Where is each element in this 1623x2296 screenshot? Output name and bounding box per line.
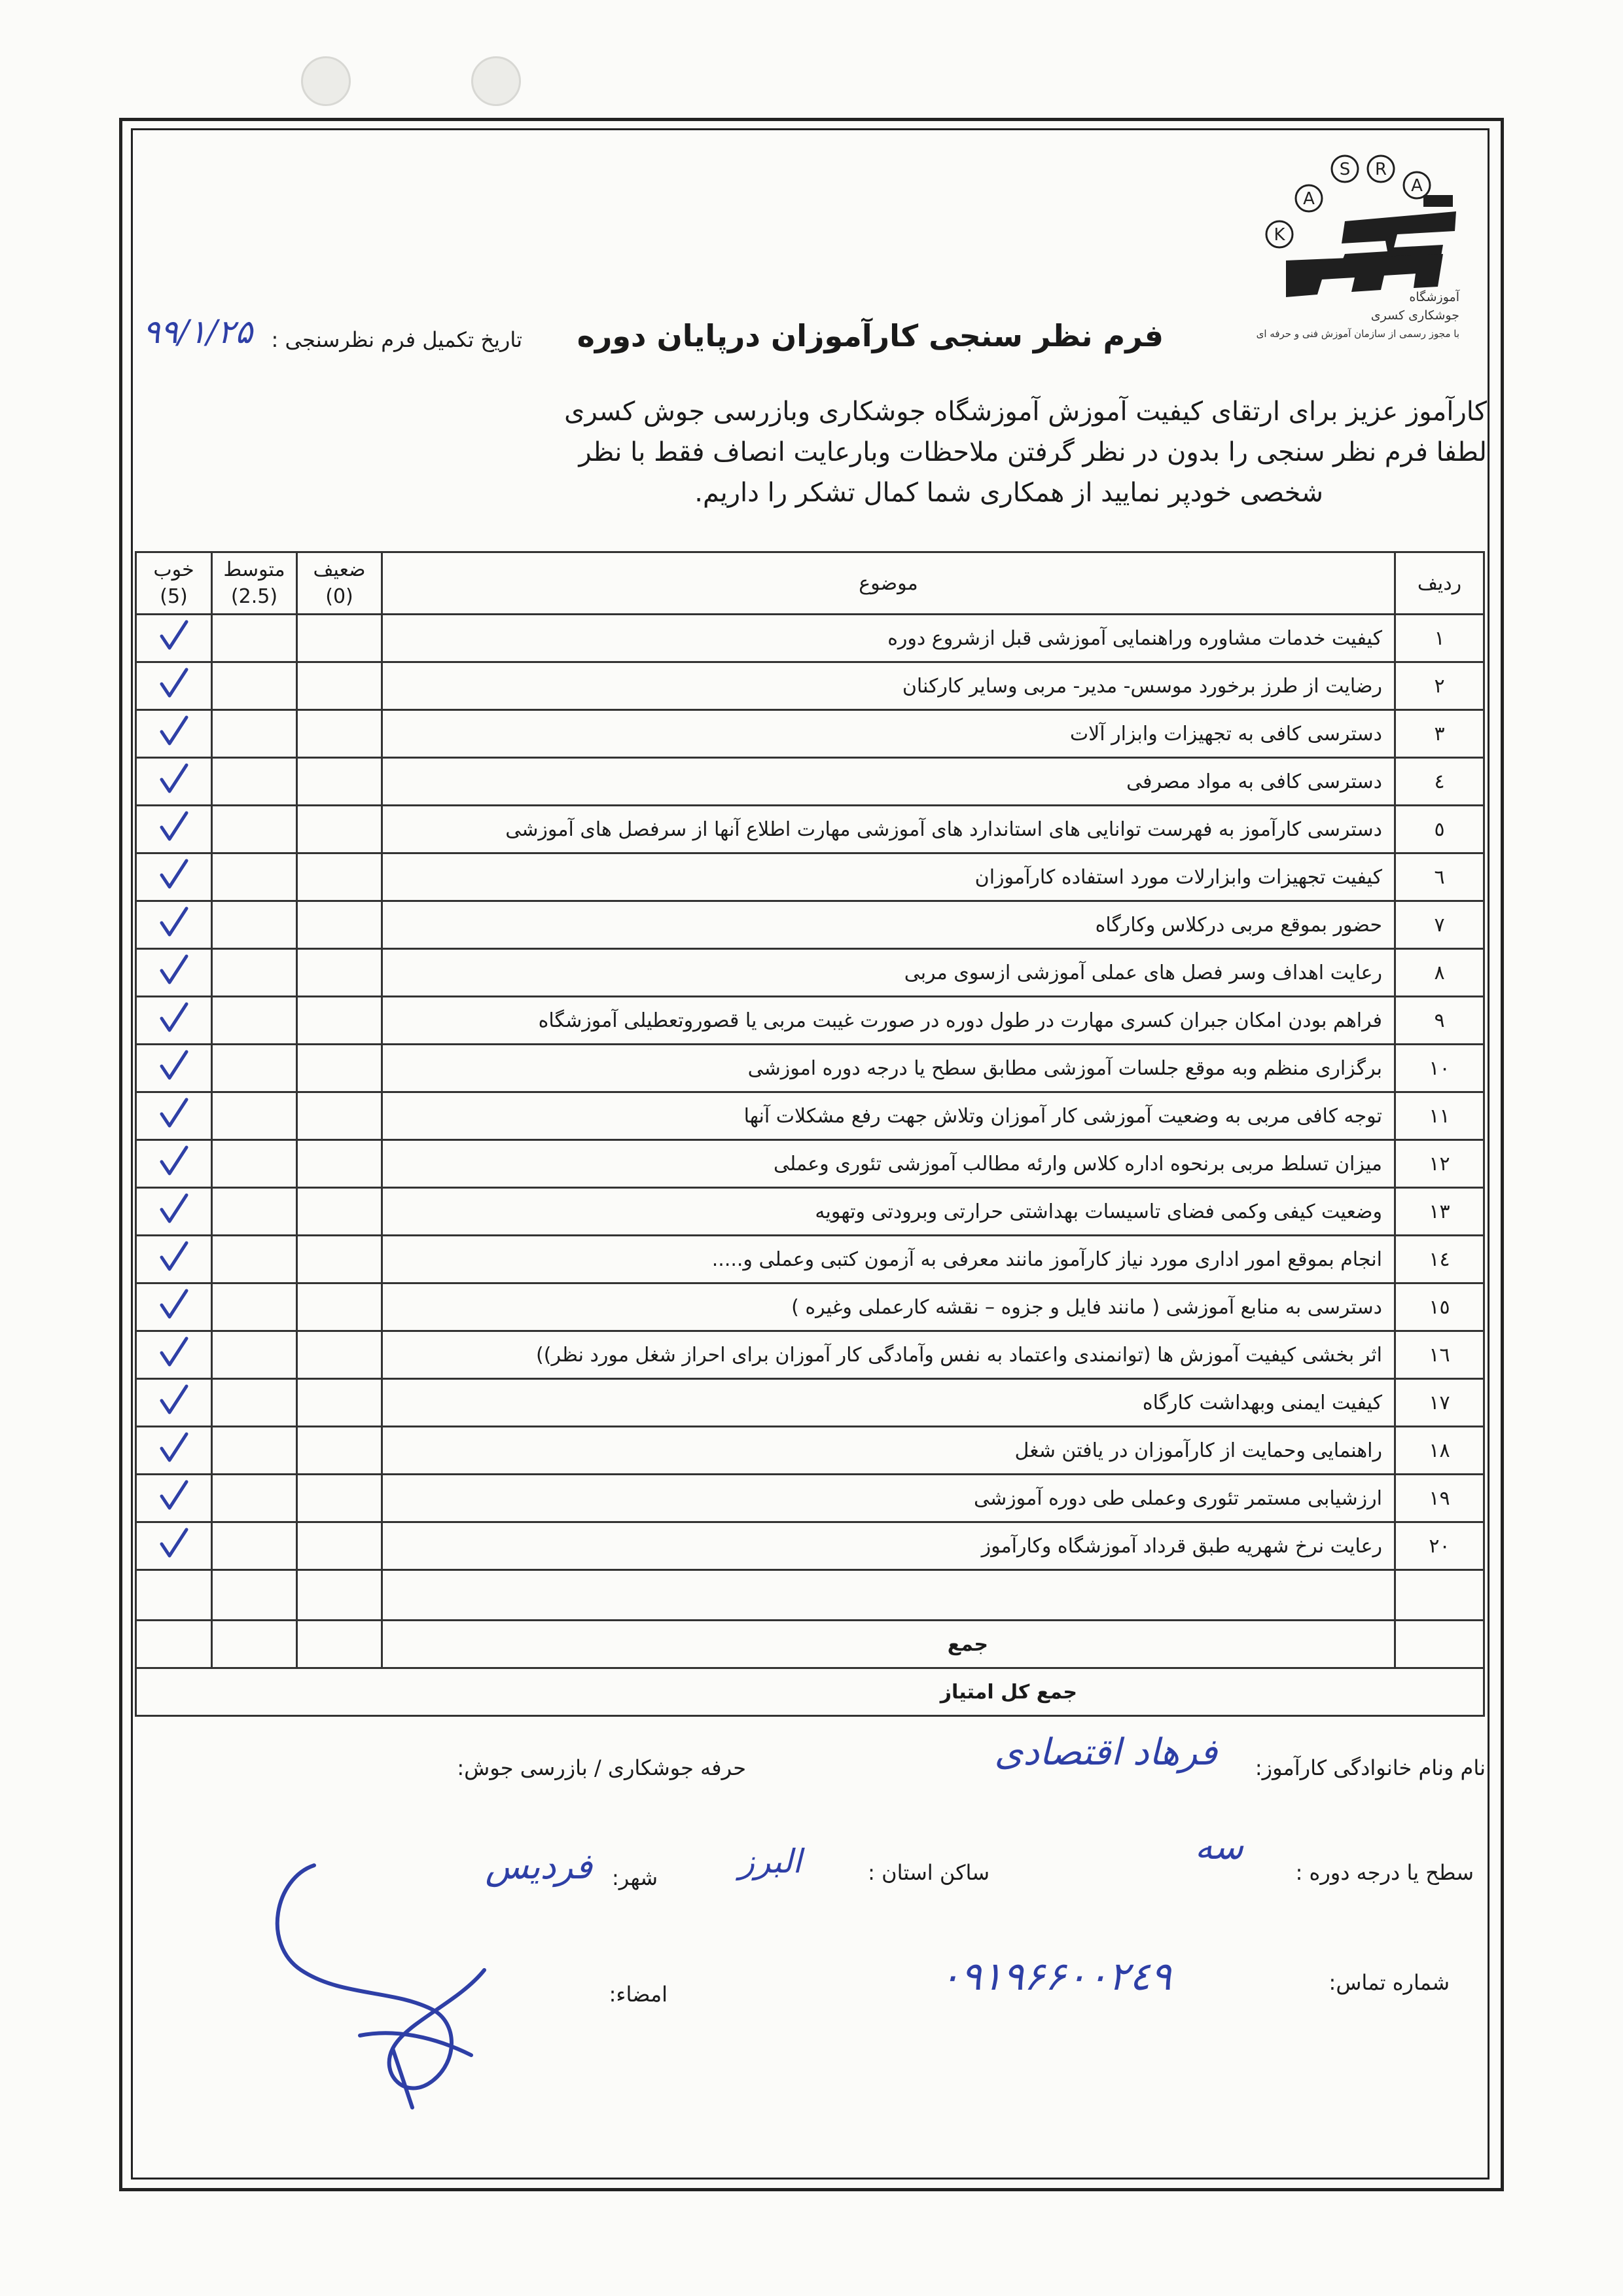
medium-cell[interactable]: [212, 1188, 297, 1236]
weak-cell[interactable]: [297, 901, 382, 949]
table-row: [136, 853, 1484, 901]
good-cell[interactable]: [136, 1331, 212, 1379]
checkmark-icon: [156, 1335, 192, 1370]
province-label: ساکن استان :: [868, 1860, 990, 1885]
logo-badge: R: [1374, 160, 1387, 179]
table-row: [136, 1092, 1484, 1140]
header-good-label: خوب: [153, 558, 194, 581]
row-number: ۱٥: [1395, 1283, 1484, 1331]
medium-cell[interactable]: [212, 901, 297, 949]
weak-cell[interactable]: [297, 1188, 382, 1236]
medium-cell[interactable]: [212, 615, 297, 662]
intro-line: شخصی خودپر نمایید از همکاری شما کمال تشکر را داریم.: [694, 478, 1323, 508]
punch-hole: [471, 56, 521, 106]
weak-cell[interactable]: [297, 1522, 382, 1570]
good-cell[interactable]: [136, 758, 212, 806]
row-number: ٦: [1395, 853, 1484, 901]
medium-cell[interactable]: [212, 1379, 297, 1427]
row-topic: راهنمایی وحمایت از کارآموزان در یافتن شغل: [382, 1427, 1395, 1475]
row-number: ۱۳: [1395, 1188, 1484, 1236]
good-cell[interactable]: [136, 1045, 212, 1092]
weak-cell[interactable]: [297, 758, 382, 806]
checkmark-icon: [156, 666, 192, 701]
row-number: ٥: [1395, 806, 1484, 853]
checkmark-icon: [156, 1526, 192, 1561]
row-topic: دسترسی به منابع آموزشی ( مانند فایل و جزوه – نقشه کارعملی وغیره ): [382, 1283, 1395, 1331]
date-value[interactable]: ۹۹/۱/۲۵: [143, 313, 253, 351]
row-topic: ارزشیابی مستمر تئوری وعملی طی دوره آموزشی: [382, 1475, 1395, 1522]
good-cell[interactable]: [136, 1236, 212, 1283]
table-row: [136, 997, 1484, 1045]
row-topic: کیفیت خدمات مشاوره وراهنمایی آموزشی قبل ازشروع دوره: [382, 615, 1395, 662]
blank-cell: [136, 1570, 212, 1621]
row-topic: اثر بخشی کیفیت آموزش ها (توانمندی واعتماد به نفس وآمادگی کار آموزان برای احراز شغل مورد نظر)): [382, 1331, 1395, 1379]
checkmark-icon: [156, 809, 192, 844]
row-number: ۱٦: [1395, 1331, 1484, 1379]
row-topic: برگزاری منظم وبه موقع جلسات آموزشی مطابق سطح یا درجه دوره اموزشی: [382, 1045, 1395, 1092]
sum-row: [136, 1621, 1484, 1668]
good-cell[interactable]: [136, 1140, 212, 1188]
intro-line: لطفا فرم نظر سنجی را بدون در نظر گرفتن ملاحظات وبارعایت انصاف فقط با نظر: [579, 437, 1487, 467]
header-good: [136, 552, 212, 615]
weak-cell[interactable]: [297, 615, 382, 662]
intro-text: [158, 391, 1487, 513]
row-topic: حضور بموقع مربی درکلاس وکارگاه: [382, 901, 1395, 949]
medium-cell[interactable]: [212, 662, 297, 710]
weak-cell[interactable]: [297, 1427, 382, 1475]
medium-cell[interactable]: [212, 1522, 297, 1570]
province-value[interactable]: البرز: [739, 1842, 802, 1880]
total-label: جمع کل امتیاز: [136, 1668, 1484, 1716]
table-row: [136, 758, 1484, 806]
signature-drawing[interactable]: [262, 1839, 537, 2114]
row-number: ۱۱: [1395, 1092, 1484, 1140]
good-cell[interactable]: [136, 1283, 212, 1331]
table-row: [136, 901, 1484, 949]
row-number: ۲۰: [1395, 1522, 1484, 1570]
row-topic: رضایت از طرز برخورد موسس- مدیر- مربی وسایر کارکنان: [382, 662, 1395, 710]
header-weak-label: ضعیف: [313, 558, 366, 581]
phone-label: شماره تماس:: [1329, 1970, 1450, 1995]
checkmark-icon: [156, 1096, 192, 1131]
weak-cell[interactable]: [297, 662, 382, 710]
survey-body: [136, 615, 1484, 1570]
row-topic: دسترسی کافی به مواد مصرفی: [382, 758, 1395, 806]
row-number: ۹: [1395, 997, 1484, 1045]
good-cell[interactable]: [136, 901, 212, 949]
logo-caption: [1237, 288, 1459, 343]
table-row: [136, 710, 1484, 758]
weak-cell[interactable]: [297, 1092, 382, 1140]
table-row: [136, 1331, 1484, 1379]
checkmark-icon: [156, 952, 192, 988]
table-row: [136, 615, 1484, 662]
checkmark-icon: [156, 618, 192, 653]
header-topic: موضوع: [382, 552, 1395, 615]
table-row: [136, 1427, 1484, 1475]
row-number: ۱۹: [1395, 1475, 1484, 1522]
header-medium-score: (2.5): [230, 585, 278, 608]
row-number: ۱: [1395, 615, 1484, 662]
checkmark-icon: [156, 1382, 192, 1418]
level-value[interactable]: سه: [1194, 1826, 1243, 1867]
weak-cell[interactable]: [297, 1045, 382, 1092]
city-label: شهر:: [612, 1865, 658, 1890]
logo-caption-line: با مجوز رسمی از سازمان آموزش فنی و حرفه ای: [1256, 328, 1459, 340]
checkmark-icon: [156, 1143, 192, 1179]
phone-value[interactable]: ۰۹۱۹۶۶۰۰۲٤۹: [939, 1954, 1171, 2000]
row-topic: کیفیت تجهیزات وابزارلات مورد استفاده کارآموزان: [382, 853, 1395, 901]
medium-cell[interactable]: [212, 997, 297, 1045]
row-number: ٤: [1395, 758, 1484, 806]
checkmark-icon: [156, 1048, 192, 1083]
checkmark-icon: [156, 1000, 192, 1035]
header-weak: [297, 552, 382, 615]
row-topic: وضعیت کیفی وکمی فضای تاسیسات بهداشتی حرارتی وبرودتی وتهویه: [382, 1188, 1395, 1236]
table-row: [136, 1522, 1484, 1570]
row-number: ۱۲: [1395, 1140, 1484, 1188]
logo-badge: A: [1411, 176, 1423, 196]
row-number: ۱۰: [1395, 1045, 1484, 1092]
medium-cell[interactable]: [212, 853, 297, 901]
weak-cell[interactable]: [297, 949, 382, 997]
weak-cell[interactable]: [297, 1236, 382, 1283]
medium-cell[interactable]: [212, 758, 297, 806]
good-cell[interactable]: [136, 806, 212, 853]
good-cell[interactable]: [136, 662, 212, 710]
header-good-score: (5): [160, 585, 188, 608]
row-topic: فراهم بودن امکان جبران کسری مهارت در طول دوره در صورت غیبت مربی یا قصوروتعطیلی آموزشگاه: [382, 997, 1395, 1045]
good-cell[interactable]: [136, 949, 212, 997]
medium-cell[interactable]: [212, 1140, 297, 1188]
header-medium: [212, 552, 297, 615]
good-cell[interactable]: [136, 1522, 212, 1570]
weak-cell[interactable]: [297, 806, 382, 853]
logo-badge: A: [1303, 189, 1315, 209]
checkmark-icon: [156, 1191, 192, 1227]
table-row: [136, 1140, 1484, 1188]
row-number: ۱۸: [1395, 1427, 1484, 1475]
blank-cell: [382, 1570, 1395, 1621]
weak-cell[interactable]: [297, 1475, 382, 1522]
row-topic: توجه کافی مربی به وضعیت آموزشی کار آموزان وتلاش جهت رفع مشکلات آنها: [382, 1092, 1395, 1140]
sum-medium-cell[interactable]: [212, 1621, 297, 1668]
good-cell[interactable]: [136, 710, 212, 758]
medium-cell[interactable]: [212, 806, 297, 853]
good-cell[interactable]: [136, 1427, 212, 1475]
checkmark-icon: [156, 1430, 192, 1465]
row-number: ۲: [1395, 662, 1484, 710]
row-topic: میزان تسلط مربی برنحوه اداره کلاس وارئه مطالب آموزشی تئوری وعملی: [382, 1140, 1395, 1188]
logo-badge: S: [1339, 160, 1351, 179]
row-topic: رعایت نرخ شهریه طبق قرداد آموزشگاه وکارآموز: [382, 1522, 1395, 1570]
sum-weak-cell[interactable]: [297, 1621, 382, 1668]
checkmark-icon: [156, 905, 192, 940]
table-row: [136, 1283, 1484, 1331]
weak-cell[interactable]: [297, 710, 382, 758]
row-topic: انجام بموقع امور اداری مورد نیاز کارآموز مانند معرفی به آزمون کتبی وعملی و.....: [382, 1236, 1395, 1283]
medium-cell[interactable]: [212, 1283, 297, 1331]
row-topic: دسترسی کافی به تجهیزات وابزار آلات: [382, 710, 1395, 758]
row-number: ۳: [1395, 710, 1484, 758]
good-cell[interactable]: [136, 853, 212, 901]
name-value[interactable]: فرهاد اقتصادی: [994, 1731, 1217, 1774]
sum-row-blank: [1395, 1621, 1484, 1668]
logo-badge: K: [1274, 225, 1285, 245]
row-number: ۱۷: [1395, 1379, 1484, 1427]
checkmark-icon: [156, 857, 192, 892]
checkmark-icon: [156, 713, 192, 749]
table-header-row: [136, 552, 1484, 615]
good-cell[interactable]: [136, 1475, 212, 1522]
medium-cell[interactable]: [212, 1045, 297, 1092]
sum-good-cell[interactable]: [136, 1621, 212, 1668]
row-number: ۱٤: [1395, 1236, 1484, 1283]
weak-cell[interactable]: [297, 1379, 382, 1427]
blank-cell: [1395, 1570, 1484, 1621]
row-number: ۷: [1395, 901, 1484, 949]
good-cell[interactable]: [136, 1092, 212, 1140]
weak-cell[interactable]: [297, 853, 382, 901]
trade-label: حرفه جوشکاری / بازرسی جوش:: [457, 1755, 746, 1780]
checkmark-icon: [156, 1478, 192, 1513]
weak-cell[interactable]: [297, 1331, 382, 1379]
good-cell[interactable]: [136, 1379, 212, 1427]
table-row: [136, 949, 1484, 997]
table-row: [136, 1475, 1484, 1522]
total-row: [136, 1668, 1484, 1716]
weak-cell[interactable]: [297, 997, 382, 1045]
row-topic: رعایت اهداف وسر فصل های عملی آموزشی ازسوی مربی: [382, 949, 1395, 997]
blank-cell: [212, 1570, 297, 1621]
logo-caption-line: جوشکاری کسری: [1370, 308, 1459, 323]
medium-cell[interactable]: [212, 1236, 297, 1283]
medium-cell[interactable]: [212, 710, 297, 758]
city-value[interactable]: فردیس: [485, 1846, 592, 1887]
blank-cell: [297, 1570, 382, 1621]
row-topic: کیفیت ایمنی وبهداشت کارگاه: [382, 1379, 1395, 1427]
table-row: [136, 1045, 1484, 1092]
header-row-number: ردیف: [1395, 552, 1484, 615]
good-cell[interactable]: [136, 1188, 212, 1236]
medium-cell[interactable]: [212, 1092, 297, 1140]
weak-cell[interactable]: [297, 1283, 382, 1331]
header-medium-label: متوسط: [223, 558, 285, 581]
sum-label: جمع: [382, 1621, 1395, 1668]
table-row: [136, 662, 1484, 710]
row-number: ۸: [1395, 949, 1484, 997]
blank-row: [136, 1570, 1484, 1621]
signature-label: امضاء:: [609, 1982, 668, 2007]
header-weak-score: (0): [325, 585, 353, 608]
good-cell[interactable]: [136, 997, 212, 1045]
medium-cell[interactable]: [212, 1427, 297, 1475]
name-label: نام ونام خانوادگی کارآموز:: [1255, 1755, 1486, 1780]
row-topic: دسترسی کارآموز به فهرست توانایی های استاندارد های آموزشی مهارت اطلاع آنها از سرفصل های آموزشی: [382, 806, 1395, 853]
weak-cell[interactable]: [297, 1140, 382, 1188]
medium-cell[interactable]: [212, 1475, 297, 1522]
checkmark-icon: [156, 1287, 192, 1322]
table-row: [136, 1236, 1484, 1283]
table-row: [136, 1188, 1484, 1236]
logo-caption-line: آموزشگاه: [1409, 290, 1459, 304]
form-title: فرم نظر سنجی کارآموزان درپایان دوره: [577, 318, 1164, 353]
medium-cell[interactable]: [212, 949, 297, 997]
checkmark-icon: [156, 1239, 192, 1274]
table-row: [136, 1379, 1484, 1427]
date-label: تاریخ تکمیل فرم نظرسنجی :: [271, 327, 522, 352]
table-row: [136, 806, 1484, 853]
checkmark-icon: [156, 761, 192, 797]
survey-table: [135, 551, 1485, 1717]
intro-line: کارآموز عزیز برای ارتقای کیفیت آموزش آموزشگاه جوشکاری وبازرسی جوش کسری: [564, 397, 1487, 427]
punch-hole: [301, 56, 351, 106]
medium-cell[interactable]: [212, 1331, 297, 1379]
good-cell[interactable]: [136, 615, 212, 662]
level-label: سطح یا درجه دوره :: [1295, 1860, 1474, 1885]
